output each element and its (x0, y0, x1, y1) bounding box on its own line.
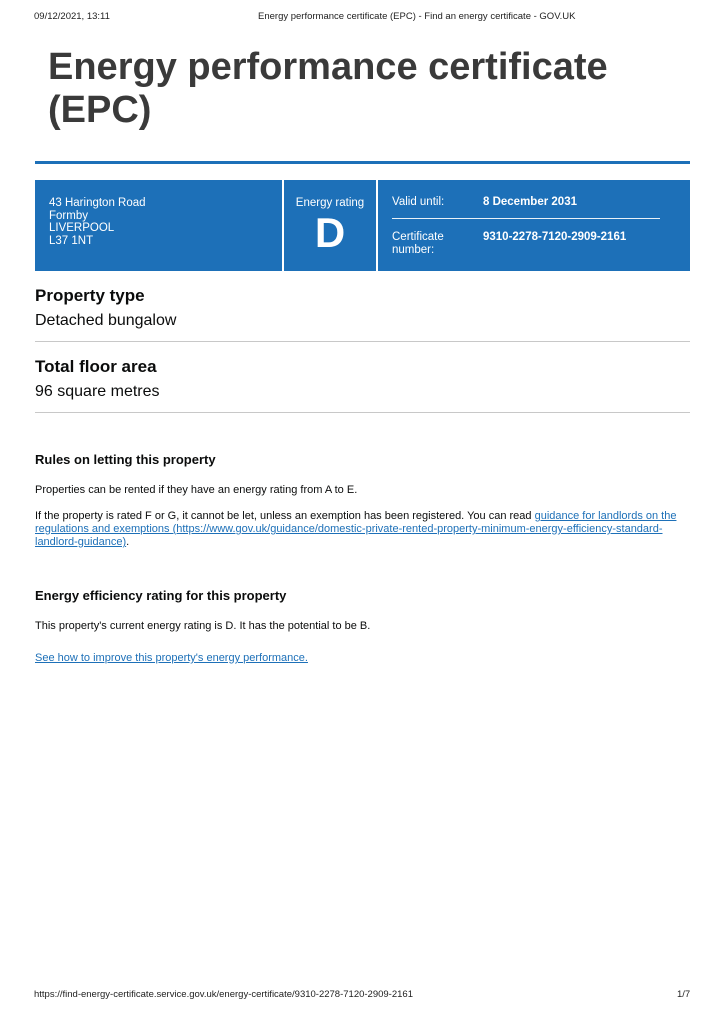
letting-rules-para-2-end: . (126, 536, 130, 548)
meta-divider (392, 218, 660, 219)
property-address (35, 180, 284, 271)
energy-efficiency-text: This property's current energy rating is D. It has the potential to be B. (35, 620, 371, 632)
energy-efficiency-section (35, 588, 690, 665)
floor-area-value: 96 square metres (35, 383, 160, 400)
property-type-value: Detached bungalow (35, 312, 177, 329)
page-number: 1/7 (677, 989, 691, 1000)
certificate-meta (378, 180, 690, 271)
landlord-guidance-link[interactable]: guidance for landlords on the regulations and exemptions (https://www.gov.uk/guidance/domestic-private-rented-property-minimum-energy-efficiency-standard-landlord-guidance) (35, 510, 677, 548)
print-document-title: Energy performance certificate (EPC) - Find an energy certificate - GOV.UK (258, 11, 576, 22)
property-type-heading: Property type (35, 286, 145, 305)
floor-area-section (35, 357, 690, 402)
valid-until-row (392, 196, 660, 209)
energy-rating-label: Energy rating (295, 197, 365, 209)
print-timestamp: 09/12/2021, 13:11 (34, 11, 110, 22)
print-header (0, 11, 724, 27)
certificate-number-value: 9310-2278-7120-2909-2161 (483, 231, 627, 243)
section-divider (35, 341, 690, 342)
letting-rules-para-2-text: If the property is rated F or G, it cannot be let, unless an exemption has been registered. You can read (35, 510, 535, 522)
address-line: Formby (49, 209, 88, 222)
address-line: 43 Harington Road (49, 197, 146, 209)
certificate-number-label: Certificate number: (392, 231, 444, 256)
letting-rules-heading: Rules on letting this property (35, 452, 216, 467)
floor-area-heading: Total floor area (35, 357, 157, 376)
valid-until-value: 8 December 2031 (483, 196, 577, 208)
title-divider (35, 161, 690, 164)
energy-rating-letter: D (314, 209, 346, 256)
letting-rules-section (35, 452, 690, 549)
energy-efficiency-heading: Energy efficiency rating for this property (35, 588, 287, 603)
page-title: Energy performance certificate (EPC) (48, 46, 608, 131)
certificate-number-row (392, 231, 660, 257)
address-line: L37 1NT (49, 234, 94, 247)
section-divider (35, 412, 690, 413)
property-type-section (35, 286, 690, 331)
letting-rules-para-1: Properties can be rented if they have an energy rating from A to E. (35, 484, 358, 496)
valid-until-label: Valid until: (392, 196, 445, 208)
improve-performance-link[interactable]: See how to improve this property's energy performance. (35, 652, 308, 664)
letting-rules-para-2 (35, 510, 690, 549)
energy-rating-box (284, 180, 378, 271)
address-line: LIVERPOOL (49, 222, 115, 234)
print-footer-url: https://find-energy-certificate.service.gov.uk/energy-certificate/9310-2278-7120-2909-2161 (34, 989, 413, 1000)
epc-summary-panel (35, 180, 690, 271)
